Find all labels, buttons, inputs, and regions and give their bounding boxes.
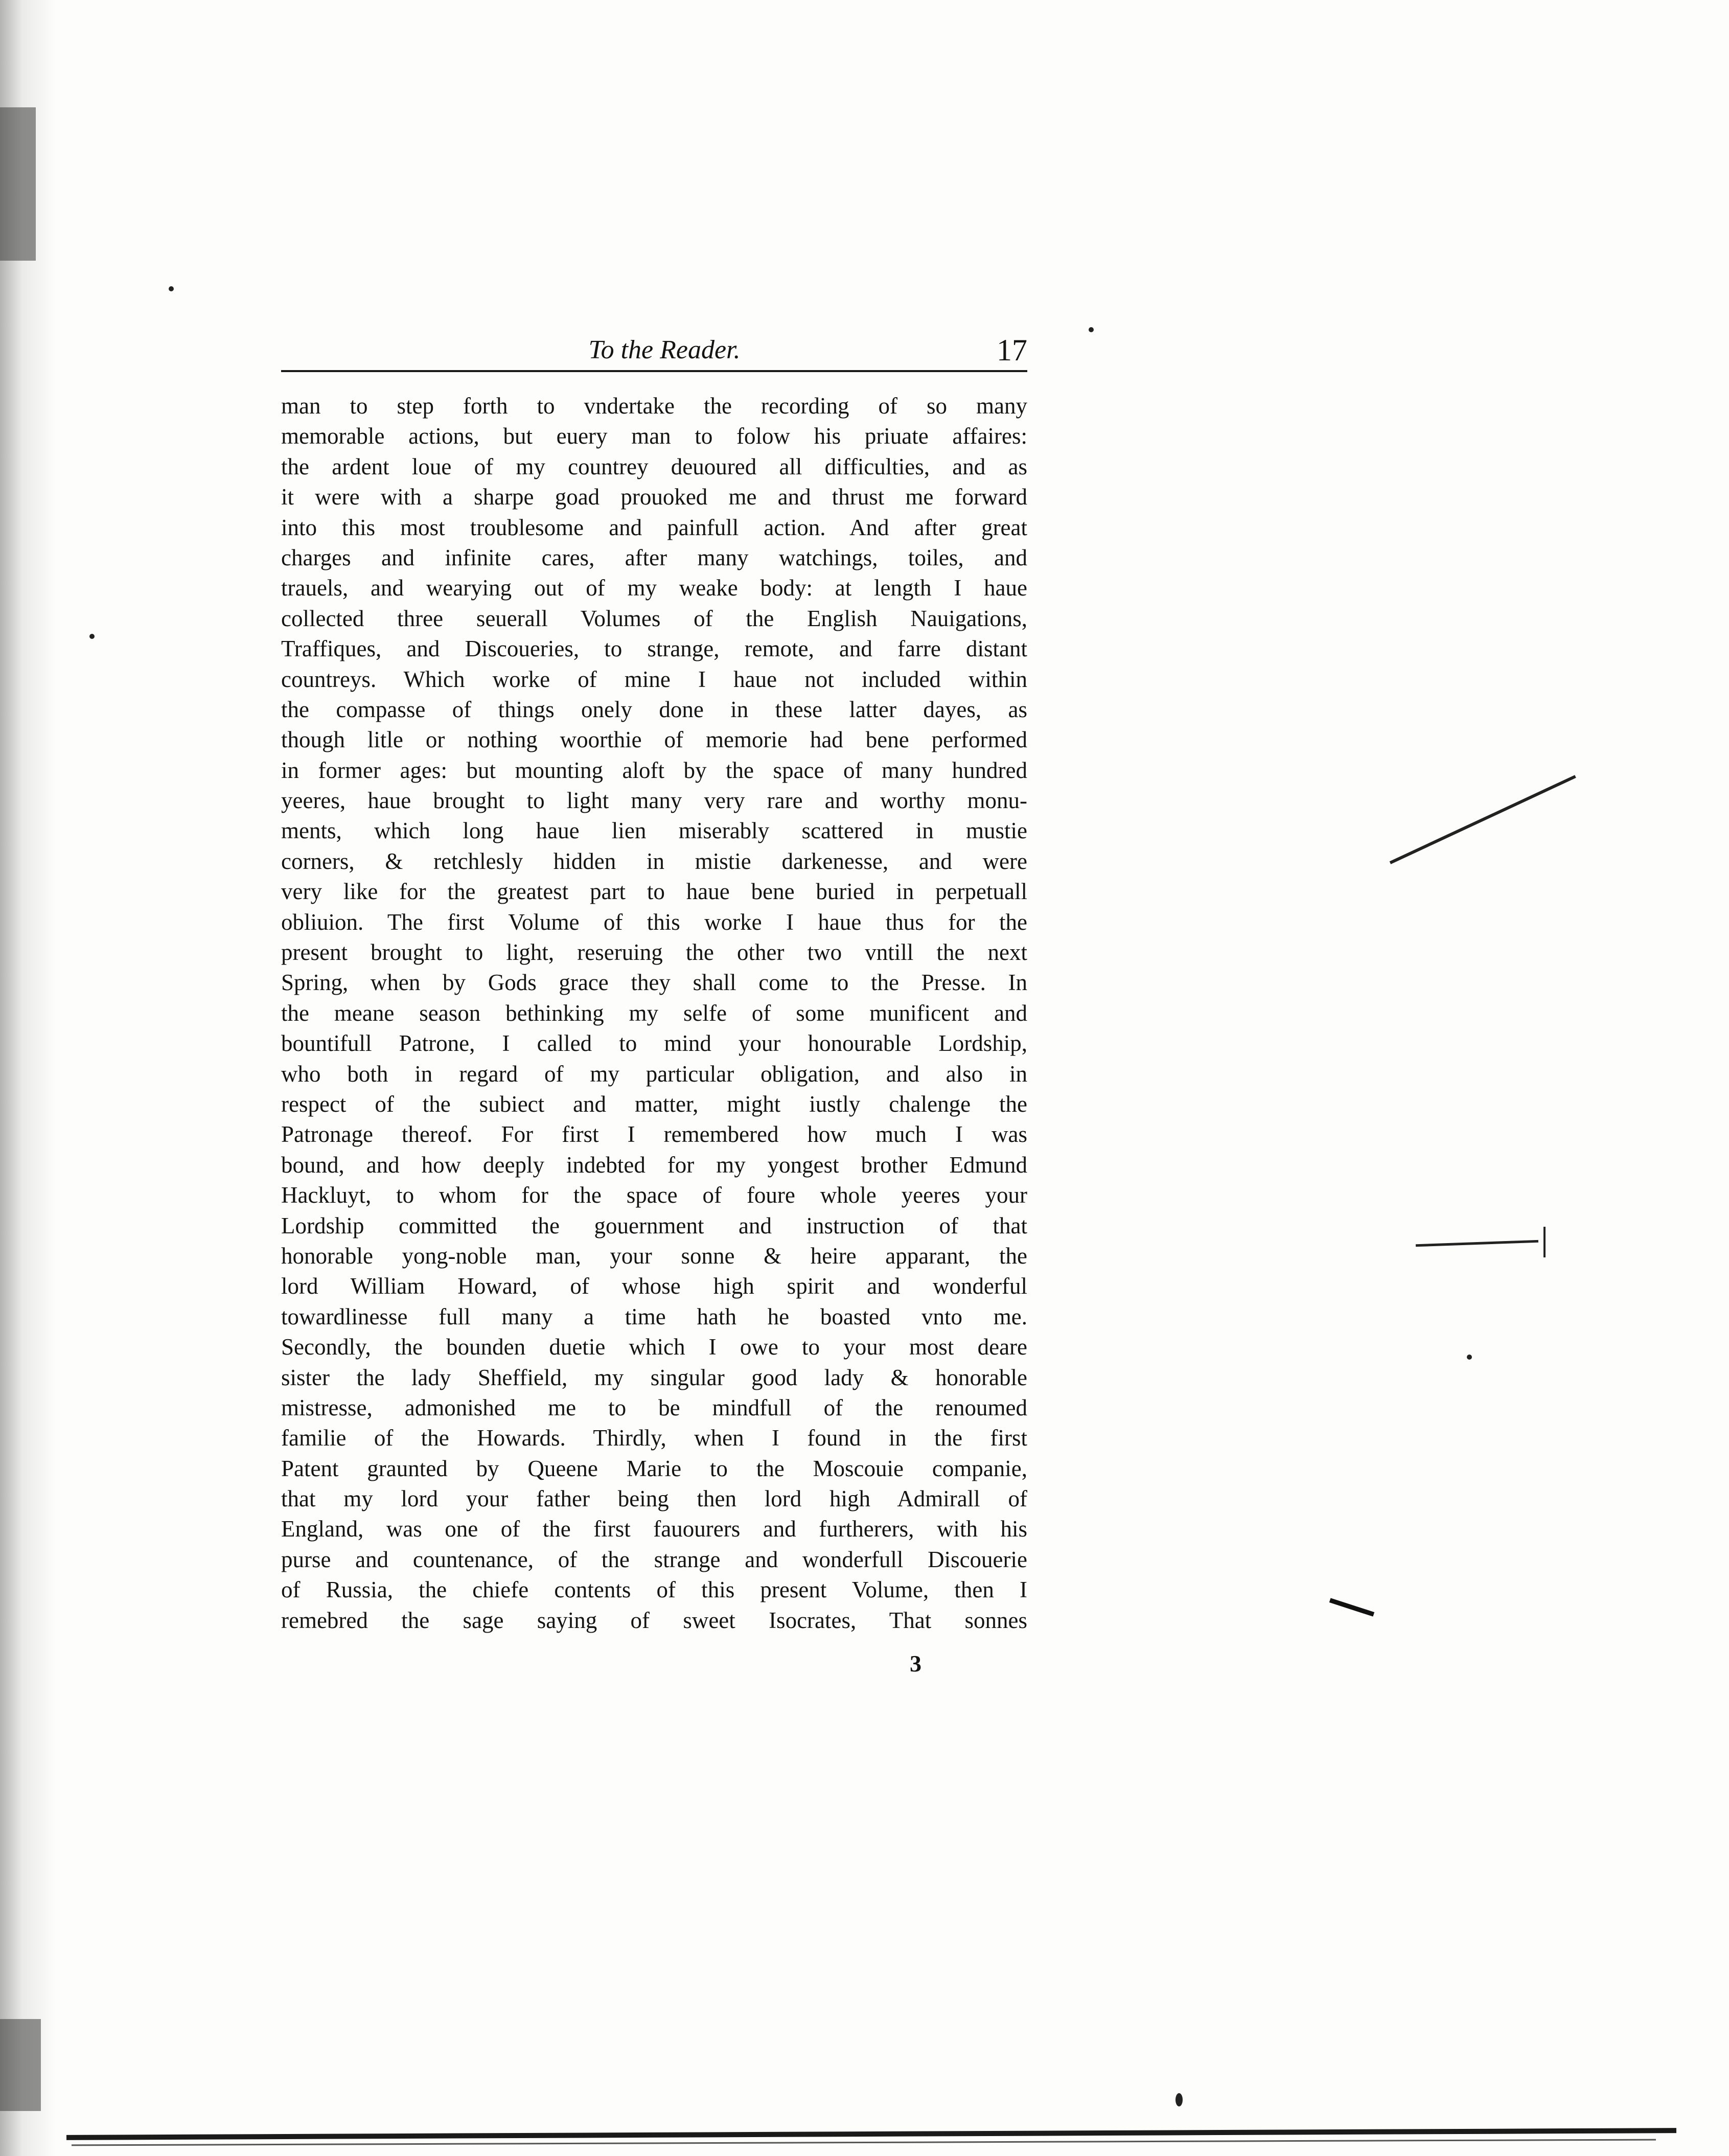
text-line: charges and infinite cares, after many watchings, toiles, and — [281, 544, 1027, 570]
text-line: present brought to light, reseruing the other two vntill the next — [281, 939, 1027, 966]
page-number: 17 — [997, 333, 1027, 367]
bottom-edge-rule — [72, 2139, 1656, 2146]
ink-speck — [1467, 1355, 1472, 1360]
page-header — [281, 327, 1027, 373]
text-line: trauels, and wearying out of my weake body: at length I haue — [281, 575, 1027, 601]
text-line: the ardent loue of my countrey deuoured all difficulties, and as — [281, 453, 1027, 479]
text-line: in former ages: but mounting aloft by the space of many hundred — [281, 757, 1027, 783]
text-line: obliuion. The first Volume of this worke I haue thus for the — [281, 909, 1027, 935]
text-line: of Russia, the chiefe contents of this present Volume, then I — [281, 1577, 1027, 1603]
text-line: the meane season bethinking my selfe of some munificent and — [281, 1000, 1027, 1026]
ink-speck — [1175, 2093, 1183, 2106]
text-line: purse and countenance, of the strange and wonderfull Discouerie — [281, 1546, 1027, 1572]
signature-mark: 3 — [910, 1650, 921, 1677]
text-line: Spring, when by Gods grace they shall come to the Presse. In — [281, 970, 1027, 996]
bottom-edge-rule — [66, 2128, 1676, 2140]
text-line: into this most troublesome and painfull action. And after great — [281, 514, 1027, 540]
text-line: Lordship committed the gouernment and instruction of that — [281, 1212, 1027, 1238]
text-line: bountifull Patrone, I called to mind your honourable Lordship, — [281, 1030, 1027, 1057]
text-line: memorable actions, but euery man to folow his priuate affaires: — [281, 423, 1027, 449]
margin-pen-stroke — [1390, 775, 1576, 864]
text-line: sister the lady Sheffield, my singular good lady & honorable — [281, 1364, 1027, 1390]
text-line: honorable yong-noble man, your sonne & heire apparant, the — [281, 1243, 1027, 1269]
text-line: collected three seuerall Volumes of the English Nauigations, — [281, 605, 1027, 631]
text-line: England, was one of the first fauourers and furtherers, with his — [281, 1516, 1027, 1542]
text-line: ments, which long haue lien miserably scattered in mustie — [281, 818, 1027, 844]
text-line: familie of the Howards. Thirdly, when I found in the first — [281, 1425, 1027, 1451]
body-text — [281, 391, 1027, 1636]
running-title: To the Reader. — [588, 335, 741, 364]
text-line: it were with a sharpe goad prouoked me and thrust me forward — [281, 484, 1027, 510]
text-line: that my lord your father being then lord high Admirall of — [281, 1486, 1027, 1512]
text-line: Hackluyt, to whom for the space of foure whole yeeres your — [281, 1182, 1027, 1208]
header-rule — [281, 370, 1027, 372]
margin-pen-stroke — [1329, 1598, 1374, 1616]
margin-pen-stroke — [1416, 1240, 1538, 1247]
page-edge-shadow — [0, 0, 56, 2156]
text-line: who both in regard of my particular obligation, and also in — [281, 1061, 1027, 1087]
text-line: remebred the sage saying of sweet Isocrates, That sonnes — [281, 1607, 1027, 1633]
text-line: respect of the subiect and matter, might iustly chalenge the — [281, 1091, 1027, 1117]
text-line: yeeres, haue brought to light many very rare and worthy monu- — [281, 788, 1027, 814]
text-line: Secondly, the bounden duetie which I owe to your most deare — [281, 1334, 1027, 1360]
text-line: Patent graunted by Queene Marie to the Moscouie companie, — [281, 1455, 1027, 1481]
text-line: corners, & retchlesly hidden in mistie darkenesse, and were — [281, 848, 1027, 874]
text-line: very like for the greatest part to haue bene buried in perpetuall — [281, 879, 1027, 905]
ink-speck — [169, 286, 174, 291]
text-line: towardlinesse full many a time hath he boasted vnto me. — [281, 1303, 1027, 1329]
ink-speck — [1089, 327, 1094, 332]
text-line: the compasse of things onely done in these latter dayes, as — [281, 696, 1027, 722]
margin-pen-stroke — [1543, 1227, 1546, 1257]
text-line: mistresse, admonished me to be mindfull of the renoumed — [281, 1394, 1027, 1420]
text-line: Patronage thereof. For first I remembered how much I was — [281, 1121, 1027, 1148]
text-line: bound, and how deeply indebted for my yongest brother Edmund — [281, 1152, 1027, 1178]
text-line: countreys. Which worke of mine I haue not included within — [281, 666, 1027, 692]
text-line: lord William Howard, of whose high spirit and wonderful — [281, 1273, 1027, 1299]
text-line: Traffiques, and Discoueries, to strange, remote, and farre distant — [281, 636, 1027, 662]
text-line: though litle or nothing woorthie of memorie had bene performed — [281, 727, 1027, 753]
text-line: man to step forth to vndertake the recording of so many — [281, 393, 1027, 419]
binding-shadow-top — [0, 107, 36, 261]
ink-speck — [89, 634, 95, 639]
binding-shadow-bottom — [0, 2019, 41, 2111]
